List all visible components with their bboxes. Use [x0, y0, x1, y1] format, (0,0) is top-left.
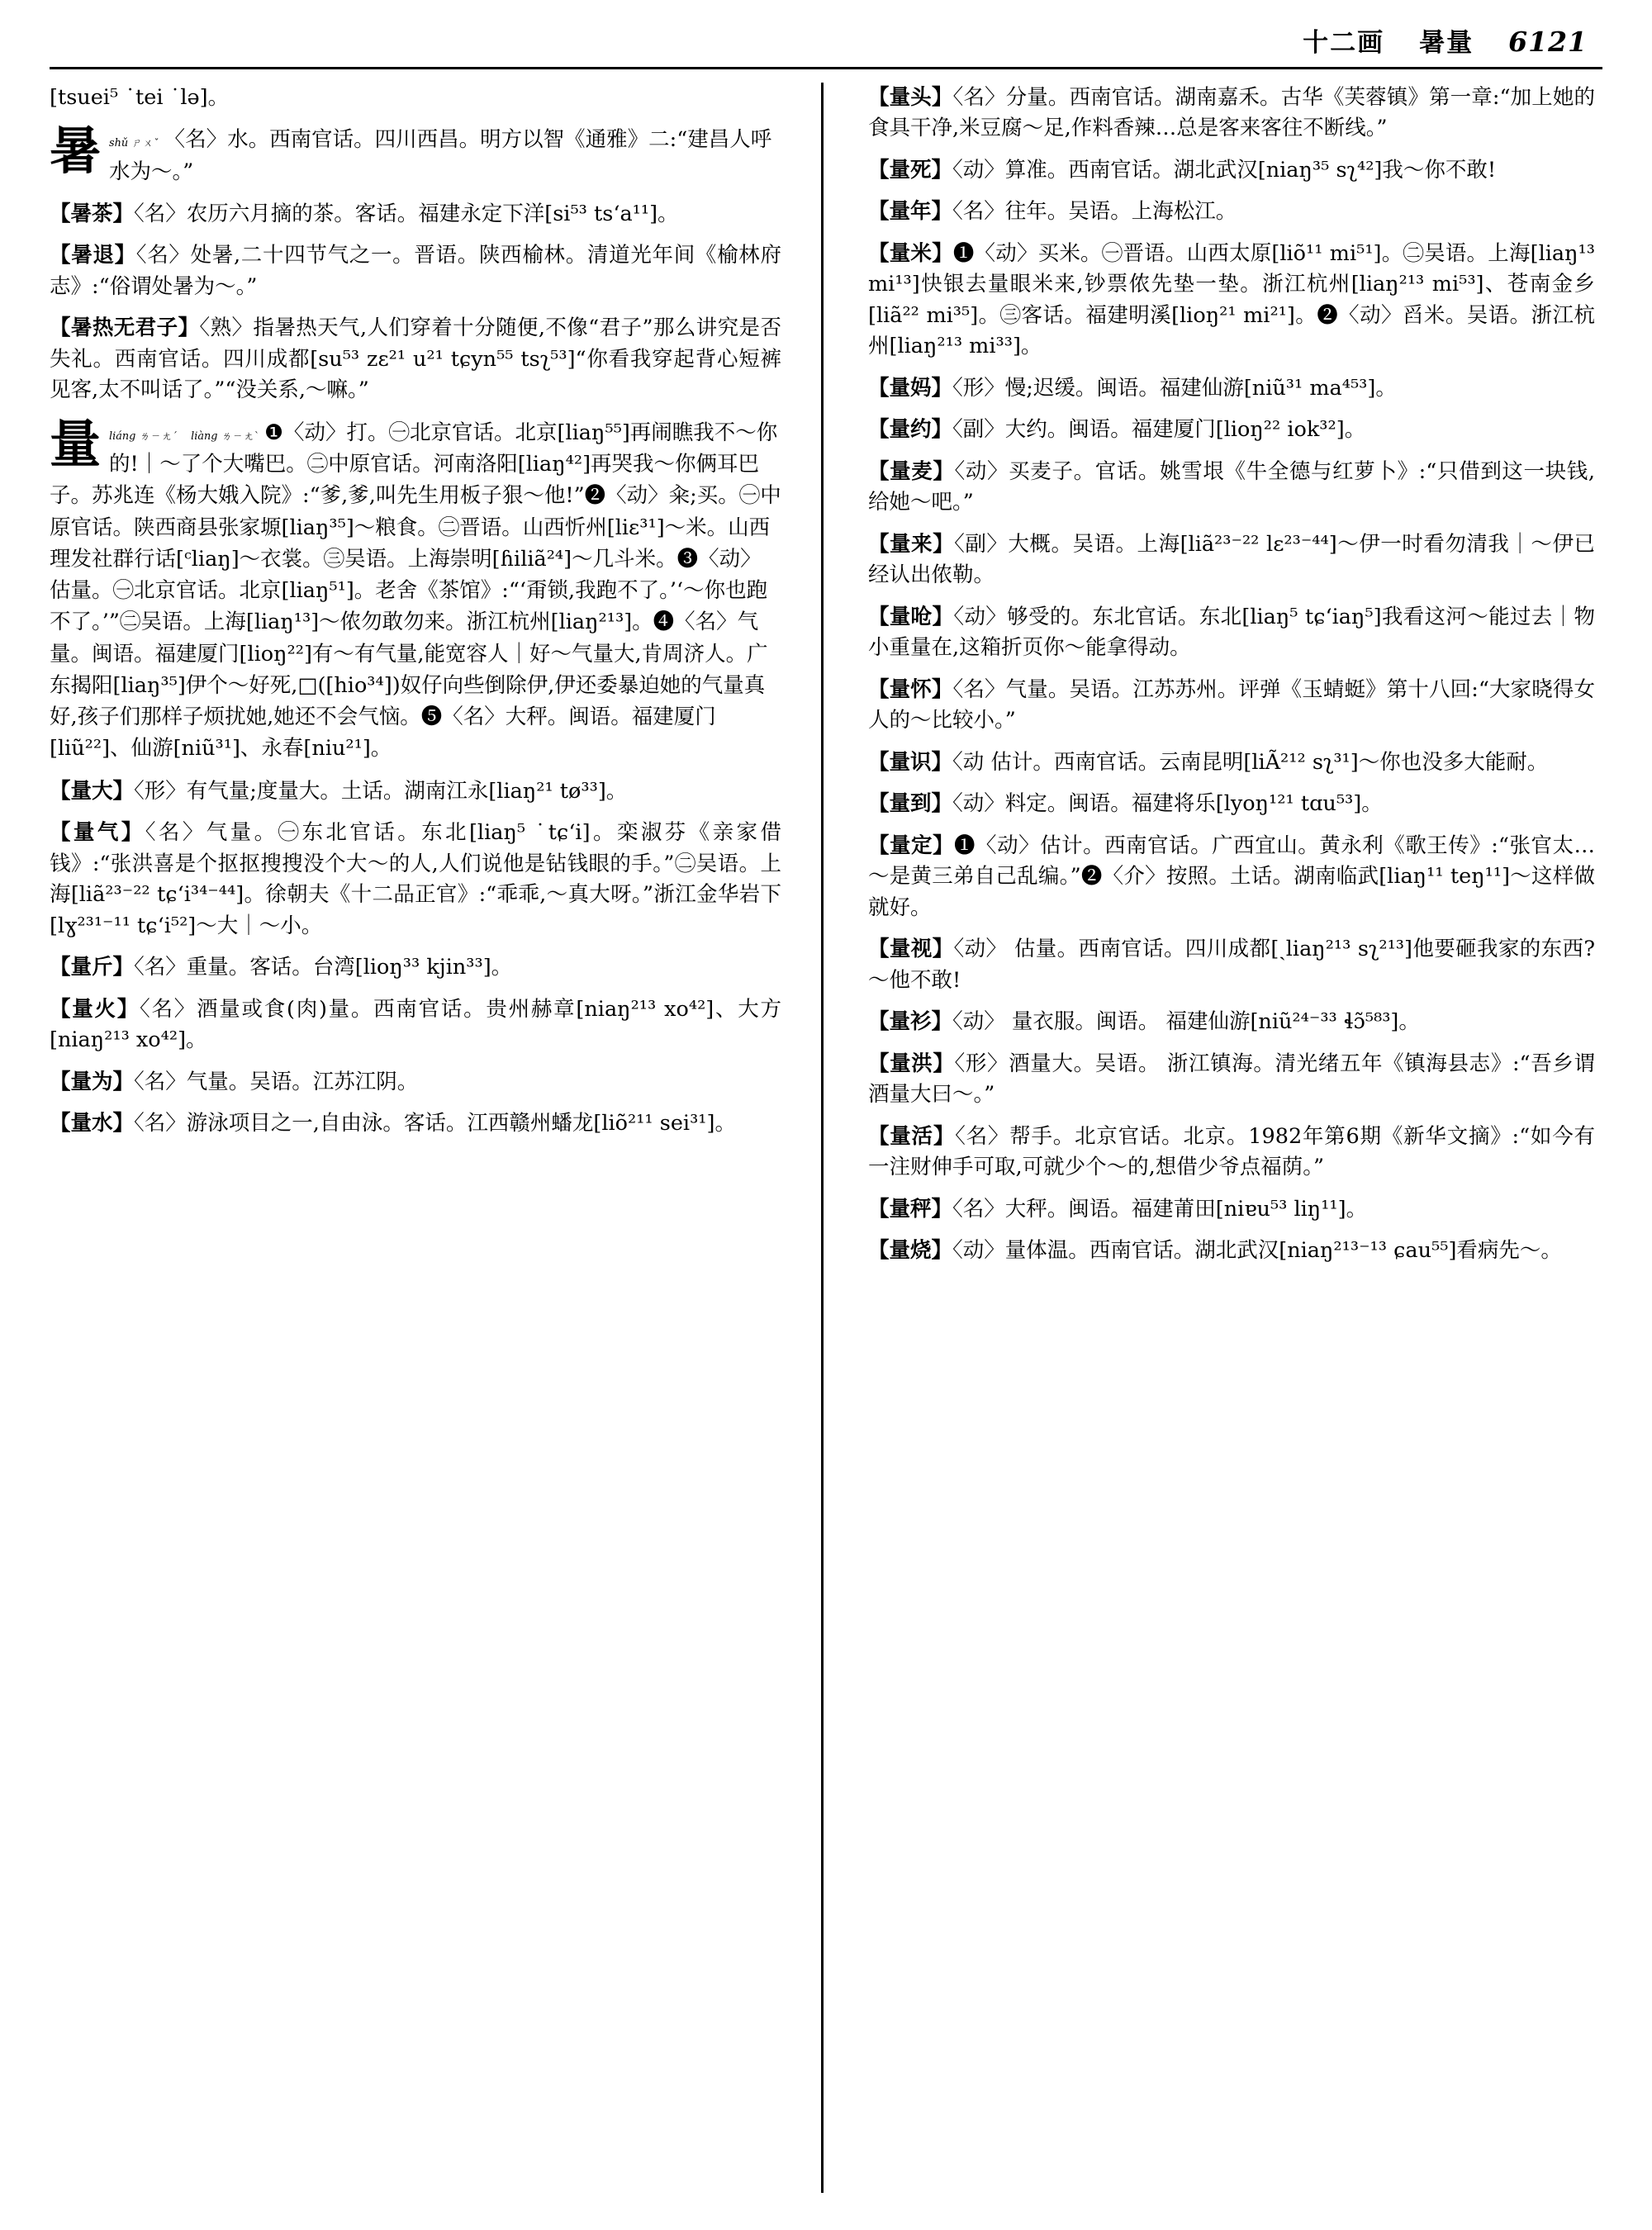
entry-lianghuo2: [868, 1122, 1595, 1184]
entry-liangshao: [868, 1236, 1595, 1266]
header-char: 暑量: [1419, 28, 1474, 58]
entry-term: 【量来】: [868, 531, 955, 557]
entry-term: 【量米】: [868, 240, 953, 266]
entry-term: 【量视】: [868, 937, 954, 962]
entry-liangwei: [50, 1067, 781, 1098]
entry-shucha: [50, 199, 781, 230]
entry-definition: 〈动 估计。西南官话。云南昆明[liÃ²¹² sʅ³¹]～你也没多大能耐。: [952, 749, 1549, 775]
headword-zhuyin: ㄌㄧㄤˊ: [140, 429, 178, 442]
entry-definition: 〈动〉 量衣服。闽语。 福建仙游[niũ²⁴⁻³³ ɬɔ̃⁵⁸³]。: [952, 1009, 1420, 1035]
entry-term: 【量年】: [868, 199, 953, 225]
entry-liangshui: [50, 1108, 781, 1139]
entry-definition: 〈名〉重量。客话。台湾[lioŋ³³ kjin³³]。: [134, 955, 513, 980]
entry-liangcheng: [868, 1194, 1595, 1225]
entry-definition: 〈动〉量体温。西南官话。湖北武汉[niaŋ²¹³⁻¹³ ɕau⁵⁵]看病先～。: [952, 1238, 1562, 1264]
entry-definition: 〈名〉农历六月摘的茶。客话。福建永定下洋[si⁵³ tsʻa¹¹]。: [134, 201, 679, 226]
headword-char: 量: [50, 413, 102, 474]
headword-zhuyin: ㄕㄨˇ: [132, 137, 160, 149]
entry-term: 【量斤】: [50, 955, 135, 980]
entry-term: 【量为】: [50, 1069, 135, 1094]
entry-term: 【量洪】: [868, 1051, 955, 1076]
pronunciation-line: [tsuei⁵ ˙tei ˙lə]。: [50, 85, 230, 110]
entry-definition: 〈名〉处暑,二十四节气之一。晋语。陕西榆林。清道光年间《榆林府志》:“俗谓处暑为～。”: [50, 243, 781, 299]
entry-term: 【暑热无君子】: [50, 316, 200, 341]
entry-definition: 〈熟〉指暑热天气,人们穿着十分随便,不像“君子”那么讲究是否失礼。西南官话。四川成都[su⁵³ zɛ²¹ u²¹ tɕyn⁵⁵ tsʅ⁵³]“你看我穿起背心短裤见客,太不叫话了。”“没关系,～嘛。”: [50, 316, 781, 403]
entry-liangnian: [868, 197, 1595, 227]
entry-liangqiang: [868, 602, 1595, 664]
headword-pinyin: shǔ: [109, 137, 129, 150]
entry-liangshi: [868, 747, 1595, 778]
entry-definition: 〈动〉 估量。西南官话。四川成都[ˏliaŋ²¹³ sʅ²¹³]他要砸我家的东西?～他不敢!: [868, 937, 1595, 993]
entry-lianglai: [868, 529, 1595, 591]
headword-entry-shu: [50, 121, 781, 187]
entry-term: 【量大】: [50, 778, 135, 804]
headword-entry-liang: [50, 413, 781, 765]
headword-char: 暑: [50, 121, 102, 182]
entry-liangqi: [50, 818, 781, 942]
entry-lianghong: [868, 1049, 1595, 1111]
entry-term: 【量死】: [868, 157, 953, 183]
entry-term: 【量衫】: [868, 1009, 953, 1035]
entry-shurewujunzi: [50, 313, 781, 406]
left-column: [50, 83, 809, 2197]
entry-definition: 〈名〉游泳项目之一,自由泳。客话。江西赣州蟠龙[liõ²¹¹ sei³¹]。: [134, 1111, 736, 1136]
entry-definition: 〈名〉往年。吴语。上海松江。: [952, 199, 1237, 225]
entry-definition: 〈副〉大概。吴语。上海[liã²³⁻²² lɛ²³⁻⁴⁴]～伊一时看勿清我｜～伊已经认出侬勒。: [868, 531, 1595, 588]
entry-definition: 〈形〉酒量大。吴语。 浙江镇海。清光绪五年《镇海县志》:“吾乡谓酒量大曰～。”: [868, 1051, 1595, 1108]
entry-definition: 〈名〉大秤。闽语。福建莆田[niɐu⁵³ liŋ¹¹]。: [952, 1196, 1368, 1222]
entry-definition: 〈名〉气量。吴语。江苏江阴。: [134, 1069, 419, 1094]
entry-liangtou: [868, 83, 1595, 145]
entry-definition: 〈副〉大约。闽语。福建厦门[lioŋ²² iok³²]。: [952, 417, 1366, 443]
entry-term: 【量气】: [50, 820, 145, 846]
entry-definition: ❶〈动〉估计。西南官话。广西宜山。黄永利《歌王传》:“张官太…～是黄三弟自己乱编。”❷〈介〉按照。土话。湖南临武[liaŋ¹¹ teŋ¹¹]～这样做就好。: [868, 833, 1595, 920]
entry-definition: 〈动〉算准。西南官话。湖北武汉[niaŋ³⁵ sʅ⁴²]我～你不敢!: [952, 157, 1497, 183]
entry-lianghuai: [868, 675, 1595, 737]
entry-term: 【量识】: [868, 749, 953, 775]
entry-liangshan: [868, 1007, 1595, 1037]
page-number: 6121: [1508, 26, 1588, 58]
headword-pinyin: liáng: [109, 429, 136, 443]
entry-liangda: [50, 776, 781, 807]
entry-definition: 〈形〉有气量;度量大。土话。湖南江永[liaŋ²¹ tø³³]。: [134, 778, 628, 804]
entry-definition: 〈动〉料定。闽语。福建将乐[lyoŋ¹²¹ tɑu⁵³]。: [952, 791, 1383, 817]
entry-term: 【量头】: [868, 85, 953, 110]
entry-liangyue: [868, 415, 1595, 445]
entry-liangmi: [868, 239, 1595, 363]
entry-lianghuo: [50, 994, 781, 1056]
entry-definition: 〈名〉分量。西南官话。湖南嘉禾。古华《芙蓉镇》第一章:“加上她的食具干净,米豆腐～足,作料香辣…总是客来客往不断线。”: [868, 85, 1595, 141]
headword-zhuyin-alt: ㄌㄧㄤˋ: [221, 429, 261, 442]
entry-term: 【量火】: [50, 996, 140, 1022]
entry-definition: 〈形〉慢;迟缓。闽语。福建仙游[niũ³¹ ma⁴⁵³]。: [952, 375, 1397, 401]
entry-definition: 〈名〉帮手。北京官话。北京。1982年第6期《新华文摘》:“如今有一注财伸手可取,可就少个～的,想借少爷点福荫。”: [868, 1123, 1595, 1180]
entry-term: 【暑茶】: [50, 201, 135, 226]
column-divider: [821, 83, 824, 2193]
headword-definition: ❶〈动〉打。㊀北京官话。北京[liaŋ⁵⁵]再闹瞧我不～你的!｜～了个大嘴巴。㊁中原官话。河南洛阳[liaŋ⁴²]再哭我～你俩耳巴子。苏兆连《杨大娥入院》:“爹,爹,叫先生用板子狠～他!”❷〈动〉籴;买。㊀中原官话。陕西商县张家塬[liaŋ³⁵]～粮食。㊁晋语。山西忻州[liɛ³¹]～米。山西理发社群行话[ᶜliaŋ]～衣裳。㊂吴语。上海崇明[ɦiliã²⁴]～几斗米。❸〈动〉估量。㊀北京官话。北京[liaŋ⁵¹]。老舍《茶馆》:“‘甭锁,我跑不了。’‘～你也跑不了。’”㊁吴语。上海[liaŋ¹³]～侬勿敢勿来。浙江杭州[liaŋ²¹³]。❹〈名〉气量。闽语。福建厦门[lioŋ²²]有～有气量,能宽容人｜好～气量大,肯周济人。广东揭阳[liaŋ³⁵]伊个～好死,□([hio³⁴])奴仔向些倒除伊,伊还委暴迫她的气量真好,孩子们那样子烦扰她,她还不会气恼。❺〈名〉大秤。闽语。福建厦门[liũ²²]、仙游[niũ³¹]、永春[niu²¹]。: [50, 420, 781, 762]
entry-definition: 〈名〉气量。吴语。江苏苏州。评弹《玉蜻蜓》第十八回:“大家晓得女人的～比较小。”: [868, 676, 1595, 733]
entry-liangma: [868, 373, 1595, 404]
entry-term: 【量怀】: [868, 676, 953, 702]
entry-definition: ❶〈动〉买米。㊀晋语。山西太原[liõ¹¹ mi⁵¹]。㊁吴语。上海[liaŋ¹³ mi¹³]快银去量眼米来,钞票侬先垫一垫。浙江杭州[liaŋ²¹³ mi⁵³]、苍南金乡[liã²² mi³⁵]。㊂客话。福建明溪[lioŋ²¹ mi²¹]。❷〈动〉舀米。吴语。浙江杭州[liaŋ²¹³ mi³³]。: [868, 240, 1595, 359]
page-columns: [50, 83, 1602, 2197]
right-column: [835, 83, 1595, 2197]
header-rule: [50, 67, 1602, 69]
entry-liangshi2: [868, 934, 1595, 996]
entry-term: 【量麦】: [868, 458, 955, 484]
entry-shutui: [50, 240, 781, 302]
entry-term: 【量呛】: [868, 604, 954, 629]
headword-definition: 〈名〉水。西南官话。四川西昌。明方以智《通雅》二:“建昌人呼水为～。”: [109, 127, 772, 184]
entry-term: 【暑退】: [50, 243, 136, 268]
header-stroke-count: 十二画: [1303, 28, 1385, 58]
entry-definition: 〈动〉够受的。东北官话。东北[liaŋ⁵ tɕʻiaŋ⁵]我看这河～能过去｜物小重量在,这箱折页你～能拿得动。: [868, 604, 1595, 661]
headword-pinyin-alt: liàng: [191, 429, 218, 443]
entry-definition: 〈名〉气量。㊀东北官话。东北[liaŋ⁵ ˙tɕʻi]。栾淑芬《亲家借钱》:“张洪喜是个抠抠搜搜没个大～的人,人们说他是钻钱眼的手。”㊁吴语。上海[liã²³⁻²² tɕʻi³⁴⁻⁴⁴]。徐朝夫《十二品正官》:“乖乖,～真大呀。”浙江金华岩下[lɣ²³¹⁻¹¹ tɕʻi⁵²]～大｜～小。: [50, 820, 781, 938]
entry-term: 【量定】: [868, 833, 955, 858]
entry-liangjin: [50, 952, 781, 983]
entry-liangmai: [868, 457, 1595, 519]
entry-term: 【量秤】: [868, 1196, 953, 1222]
entry-term: 【量妈】: [868, 375, 953, 401]
entry-liangsi: [868, 155, 1595, 186]
entry-term: 【量约】: [868, 417, 953, 443]
entry-term: 【量水】: [50, 1111, 135, 1136]
entry-term: 【量到】: [868, 791, 953, 817]
entry-definition: 〈动〉买麦子。官话。姚雪垠《牛全德与红萝卜》:“只借到这一块钱,给她～吧。”: [868, 458, 1595, 515]
entry-liangding: [868, 831, 1595, 923]
entry-liangdao: [868, 789, 1595, 819]
entry-term: 【量活】: [868, 1123, 956, 1149]
page-header: [50, 21, 1602, 67]
entry-definition: 〈名〉酒量或食(肉)量。西南官话。贵州赫章[niaŋ²¹³ xo⁴²]、大方[niaŋ²¹³ xo⁴²]。: [50, 996, 781, 1053]
entry-term: 【量烧】: [868, 1238, 953, 1264]
